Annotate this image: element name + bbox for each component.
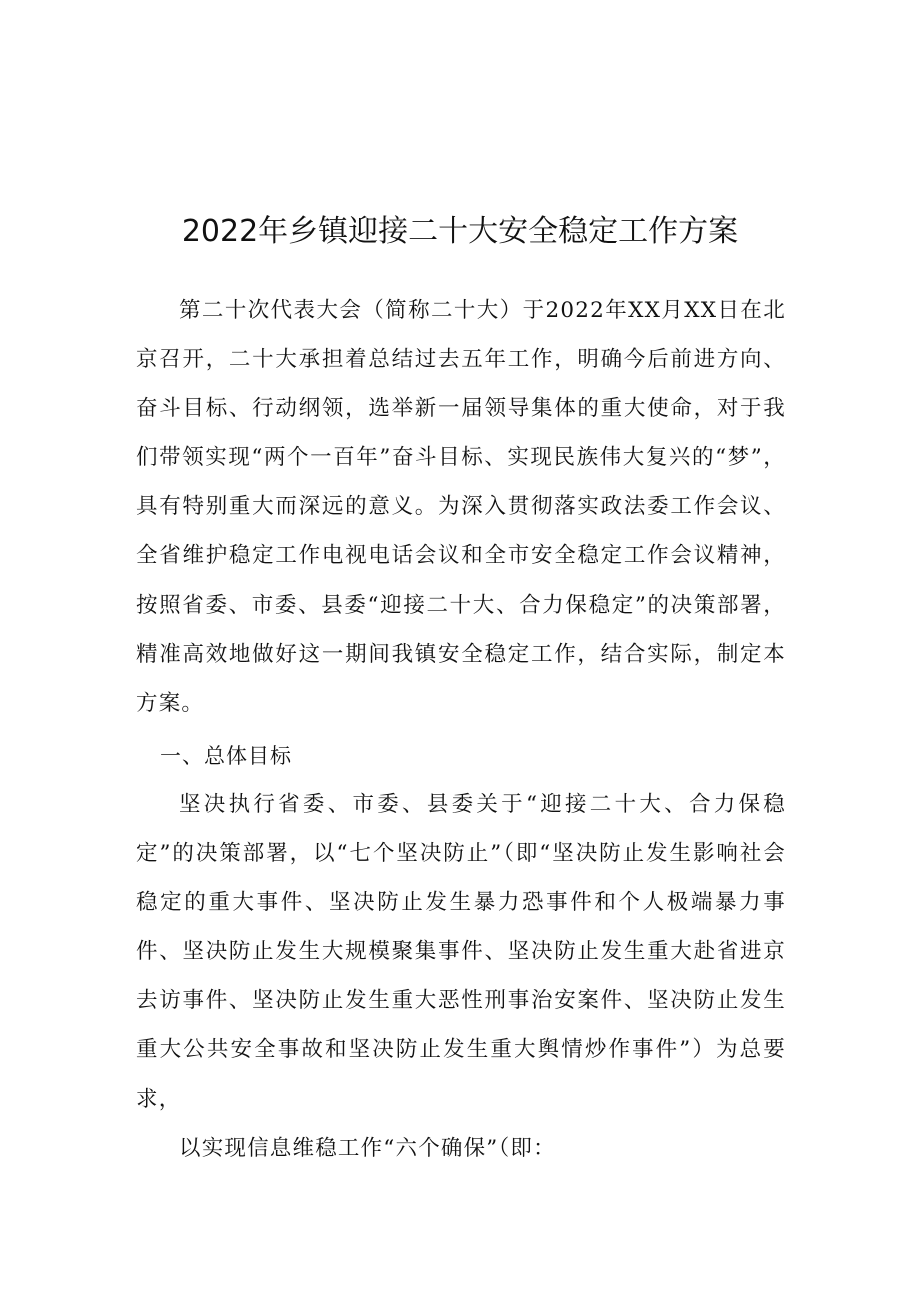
section-paragraph-last-line: 以实现信息维稳工作“六个确保”（即：: [179, 1135, 556, 1161]
intro-paragraph: 第二十次代表大会（简称二十大）于2022年XX月XX日在北京召开，二十大承担着总结过去五年工作，明确今后前进方向、奋斗目标、行动纲领，选举新一届领导集体的重大使命，对于我们带领实现“两个一百年”奋斗目标、实现民族伟大复兴的“梦”，具有特别重大而深远的意义。为深入贯彻落实政法委工作会议、全省维护稳定工作电视电话会议和全市安全稳定工作会议精神，按照省委、市委、县委“迎接二十大、合力保稳定”的决策部署，精准高效地做好这一期间我镇安全稳定工作，结合实际，制定本方案。: [136, 298, 786, 716]
section-paragraph: [136, 780, 786, 1173]
document-title: 2022年乡镇迎接二十大安全稳定工作方案: [181, 214, 739, 249]
section-heading: 一、总体目标: [160, 744, 292, 768]
section-paragraph-text: 坚决执行省委、市委、县委关于“迎接二十大、合力保稳定”的决策部署，以“七个坚决防止”（即“坚决防止发生影响社会稳定的重大事件、坚决防止发生暴力恐事件和个人极端暴力事件、坚决防止发生大规模聚集事件、坚决防止发生重大赴省进京去访事件、坚决防止发生重大恶性刑事治安案件、坚决防止发生重大公共安全事故和坚决防止发生重大舆情炒作事件”）为总要求，: [136, 792, 786, 1112]
